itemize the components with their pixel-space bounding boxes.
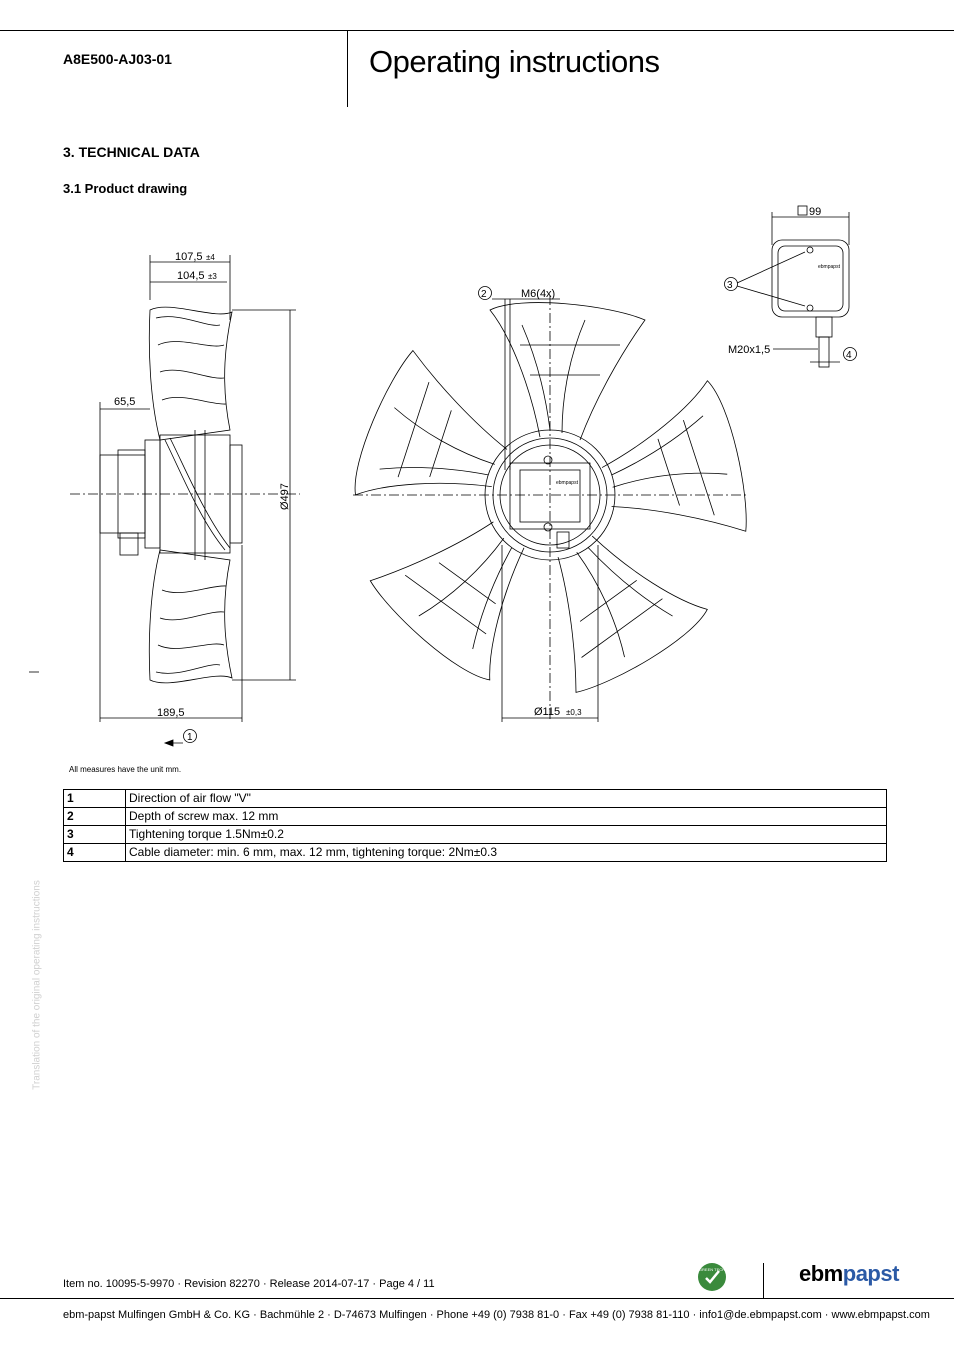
dim-sq-99: 99 (809, 206, 822, 218)
dim-65-5: 65,5 (114, 396, 136, 408)
product-drawing (0, 195, 954, 760)
front-view (348, 287, 762, 723)
table-row (64, 790, 887, 808)
dim-dia-497: Ø497 (279, 483, 291, 510)
callout-1: 1 (187, 732, 193, 743)
tol-3: ±3 (208, 272, 217, 281)
table-row (64, 808, 887, 826)
tol-4: ±4 (206, 253, 215, 262)
footer-rule (0, 1298, 954, 1299)
blade (360, 484, 566, 686)
dim-dia-115: Ø115 (534, 706, 561, 718)
legend-text: Tightening torque 1.5Nm±0.2 (126, 826, 887, 844)
footer-address: ebm-papst Mulfingen GmbH & Co. KG · Bachmühle 2 · D-74673 Mulfingen · Phone +49 (0) 7938 81-0 · Fax +49 (0) 7938 81-110 · info1@de.ebmpapst.com · www.ebmpapst.com (63, 1309, 930, 1321)
blade (505, 504, 711, 706)
greentech-badge (697, 1262, 727, 1292)
side-note: Translation of the original operating instructions (31, 880, 43, 1090)
callout-3: 3 (727, 280, 733, 291)
blade (490, 303, 645, 440)
side-view (29, 251, 300, 746)
blade (584, 378, 763, 568)
legend-number: 4 (64, 844, 126, 862)
front-brand-mark: ebmpapst (556, 480, 578, 486)
brand-logo-part2: papst (842, 1261, 899, 1286)
legend-text: Depth of screw max. 12 mm (126, 808, 887, 826)
greentech-label: GREEN TECH (698, 1267, 726, 1272)
section-heading: 3. TECHNICAL DATA (63, 144, 200, 160)
header-top-rule (0, 30, 954, 31)
dim-107-5: 107,5 (175, 251, 203, 263)
legend-number: 2 (64, 808, 126, 826)
legend-text: Direction of air flow "V" (126, 790, 887, 808)
brand-logo (799, 1261, 899, 1287)
header-divider (347, 30, 348, 107)
subsection-heading: 3.1 Product drawing (63, 181, 188, 196)
legend-number: 3 (64, 826, 126, 844)
legend-table (63, 789, 887, 862)
dim-m6: M6(4x) (521, 288, 556, 300)
detail-brand-mark: ebmpapst (818, 264, 840, 270)
callout-4: 4 (846, 350, 852, 361)
units-note: All measures have the unit mm. (69, 765, 182, 774)
blade (348, 345, 527, 535)
dim-189-5: 189,5 (157, 707, 185, 719)
footer-item-line: Item no. 10095-5-9970 · Revision 82270 · Release 2014-07-17 · Page 4 / 11 (63, 1278, 435, 1290)
callout-2: 2 (481, 289, 487, 300)
document-title: Operating instructions (369, 44, 660, 79)
tol-0-3: ±0,3 (566, 708, 582, 717)
terminal-box-detail (725, 206, 857, 367)
brand-logo-part1: ebm (799, 1261, 843, 1286)
footer-brand-divider (763, 1263, 764, 1299)
table-row (64, 826, 887, 844)
legend-text: Cable diameter: min. 6 mm, max. 12 mm, tightening torque: 2Nm±0.3 (126, 844, 887, 862)
legend-number: 1 (64, 790, 126, 808)
dim-m20: M20x1,5 (728, 344, 771, 356)
dim-104-5: 104,5 (177, 270, 205, 282)
model-number: A8E500-AJ03-01 (63, 51, 172, 67)
table-row (64, 844, 887, 862)
